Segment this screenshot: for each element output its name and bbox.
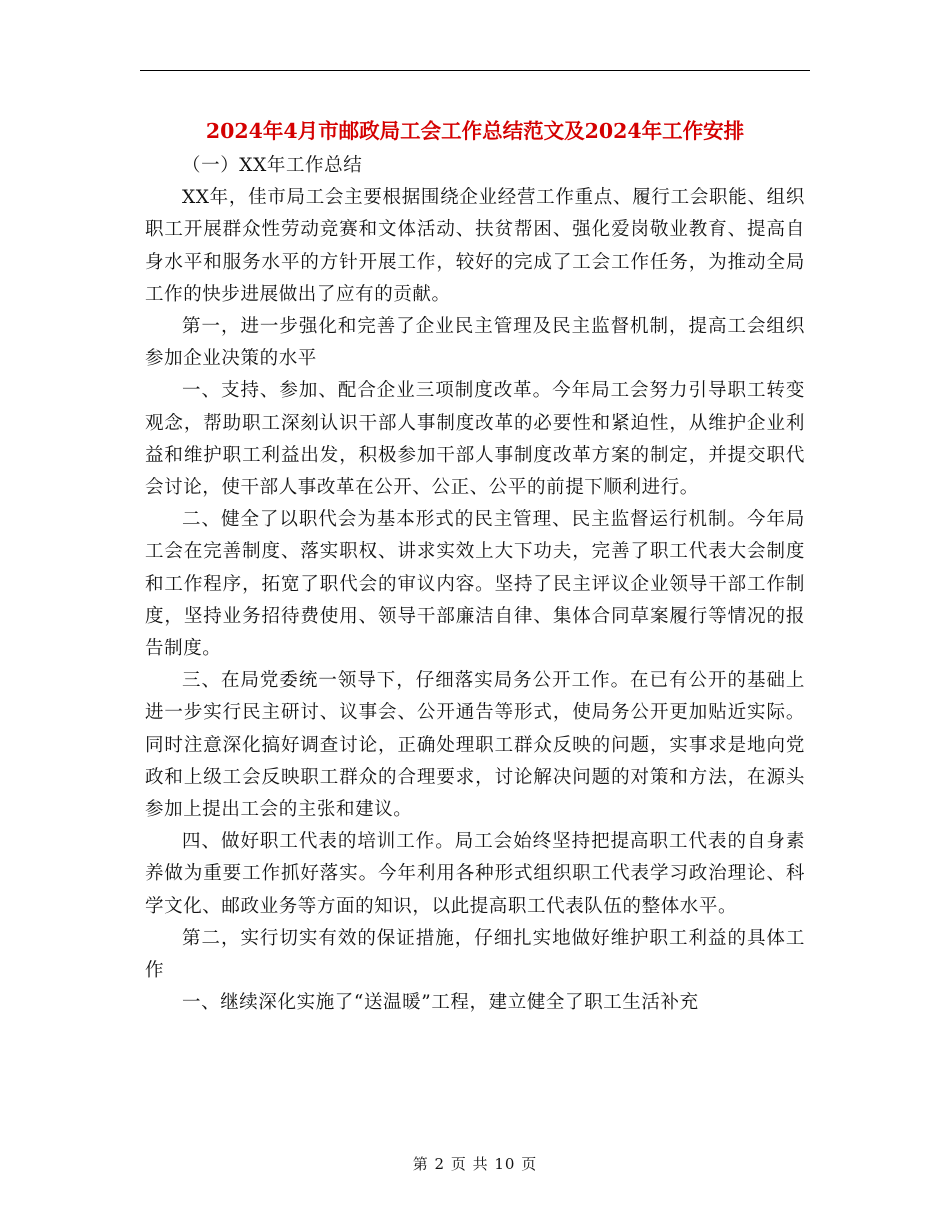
page-number: 第 2 页 共 10 页 xyxy=(412,1155,538,1173)
paragraph: 第一，进一步强化和完善了企业民主管理及民主监督机制，提高工会组织参加企业决策的水平 xyxy=(145,316,805,370)
document-title: 2024年4月市邮政局工会工作总结范文及2024年工作安排 xyxy=(205,119,745,143)
document-body xyxy=(145,150,805,1019)
paragraph: 三、在局党委统一领导下，仔细落实局务公开工作。在已有公开的基础上进一步实行民主研讨、议事会、公开通告等形式，使局务公开更加贴近实际。同时注意深化搞好调查讨论，正确处理职工群众反映的问题，实事求是地向党政和上级工会反映职工群众的合理要求，讨论解决问题的对策和方法，在源头参加上提出工会的主张和建议。 xyxy=(145,670,805,821)
paragraph: XX年，佳市局工会主要根据围绕企业经营工作重点、履行工会职能、组织职工开展群众性劳动竞赛和文体活动、扶贫帮困、强化爱岗敬业教育、提高自身水平和服务水平的方针开展工作，较好的完成了工会工作任务，为推动全局工作的快步进展做出了应有的贡献。 xyxy=(145,187,805,305)
paragraph: 一、支持、参加、配合企业三项制度改革。今年局工会努力引导职工转变观念，帮助职工深刻认识干部人事制度改革的必要性和紧迫性，从维护企业利益和维护职工利益出发，积极参加干部人事制度改革方案的制定，并提交职代会讨论，使干部人事改革在公开、公正、公平的前提下顺利进行。 xyxy=(145,380,805,499)
paragraph: 二、健全了以职代会为基本形式的民主管理、民主监督运行机制。今年局工会在完善制度、落实职权、讲求实效上大下功夫，完善了职工代表大会制度和工作程序，拓宽了职代会的审议内容。坚持了民主评议企业领导干部工作制度，坚持业务招待费使用、领导干部廉洁自律、集体合同草案履行等情况的报告制度。 xyxy=(145,509,805,660)
paragraph: 一、继续深化实施了“送温暖”工程，建立健全了职工生活补充 xyxy=(182,992,699,1014)
section-heading: （一）XX年工作总结 xyxy=(182,155,363,176)
paragraph: 四、做好职工代表的培训工作。局工会始终坚持把提高职工代表的自身素养做为重要工作抓好落实。今年利用各种形式组织职工代表学习政治理论、科学文化、邮政业务等方面的知识，以此提高职工代表队伍的整体水平。 xyxy=(145,831,805,917)
paragraph: 第二，实行切实有效的保证措施，仔细扎实地做好维护职工利益的具体工作 xyxy=(145,927,805,982)
header-rule xyxy=(140,70,810,71)
